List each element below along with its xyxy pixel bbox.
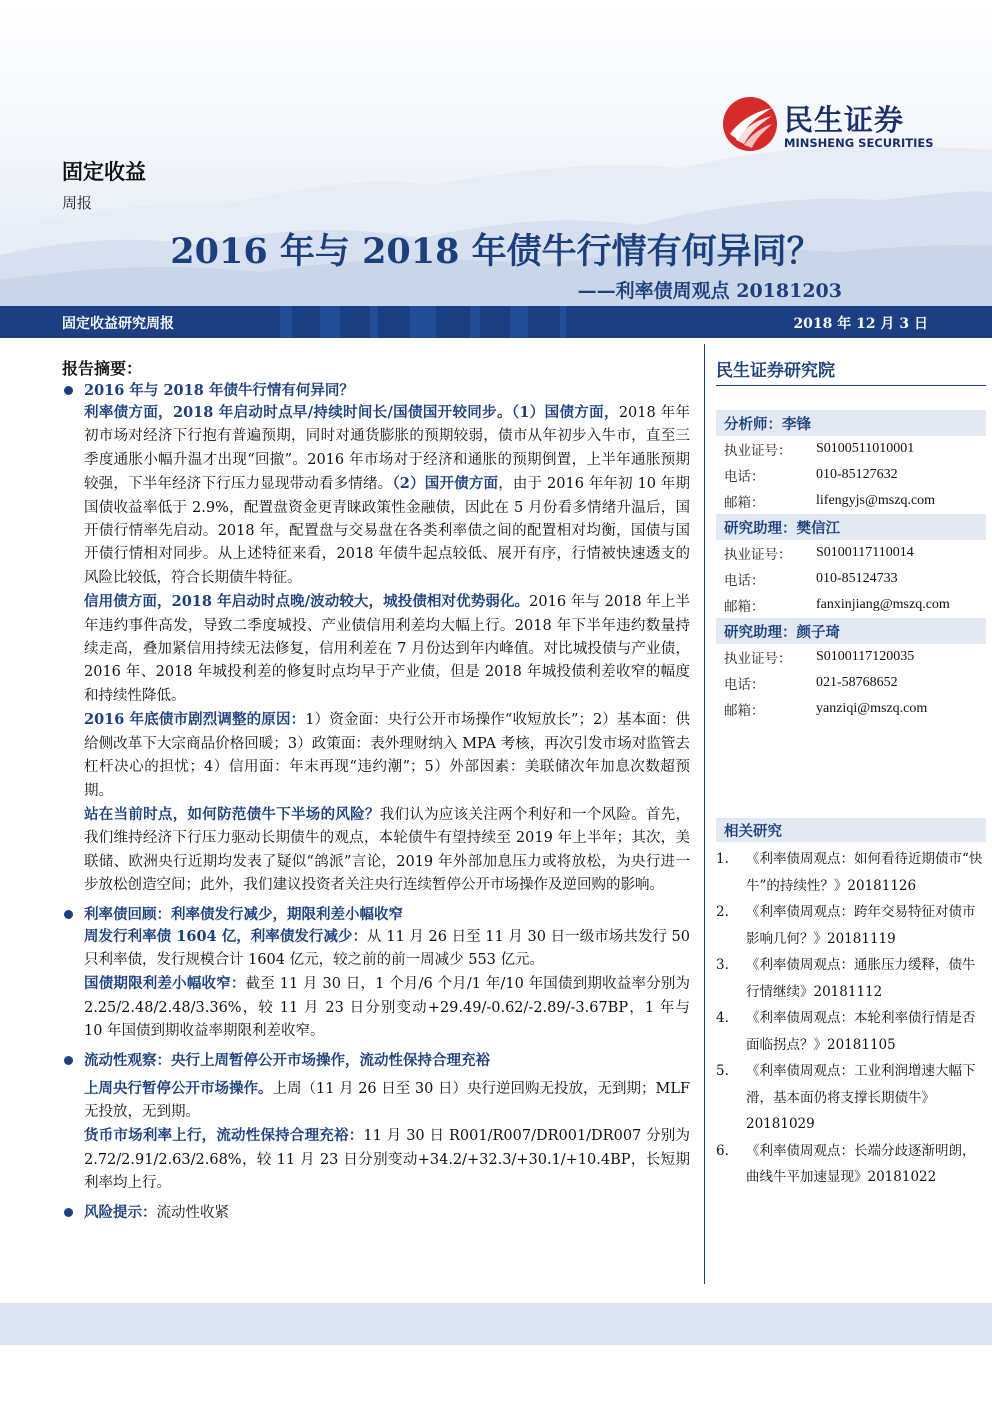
info-label: 执业证号： <box>724 443 792 459</box>
footer-band <box>0 1303 992 1345</box>
item-title: 《利率债周观点：工业利润增速大幅下滑，基本面仍将支撑长期债牛》20181029 <box>746 1063 976 1132</box>
paragraph-text: 11 月 30 日 R001/R007/DR001/DR007 分别为 2.72/2.91/2.63/2.68%，较 11 月 23 日分别变动+34.2/+32.3/+30.1/+10.4BP，长短期利率均上行。 <box>84 1128 691 1192</box>
related-item[interactable] <box>716 952 986 1005</box>
related-item[interactable] <box>716 899 986 952</box>
banner-stripes-decoration <box>220 306 620 338</box>
paragraph <box>62 590 690 708</box>
summary-heading: 报告摘要： <box>62 359 143 378</box>
logo-name-en: MINSHENG SECURITIES <box>784 136 934 150</box>
email-link[interactable]: lifengyjs@mszq.com <box>816 493 936 508</box>
related-item[interactable] <box>716 1138 986 1191</box>
logo-mark-icon <box>722 96 778 152</box>
info-label: 邮箱： <box>724 703 765 719</box>
section-title: 利率债回顾：利率债发行减少，期限利差小幅收窄 <box>84 905 403 923</box>
paragraph <box>62 401 690 590</box>
info-label: 执业证号： <box>724 547 792 563</box>
paragraph <box>62 803 690 898</box>
paragraph <box>62 1124 690 1195</box>
info-row <box>716 462 986 488</box>
info-row <box>716 488 986 514</box>
section-bullet <box>62 904 690 925</box>
item-title: 《利率债周观点：跨年交易特征对债市影响几何？》20181119 <box>746 904 976 947</box>
paragraph-text: 2018 年年初市场对经济下行抱有普遍预期，同时对通货膨胀的预期较弱，债市从年初步入牛市，直至三季度通胀小幅升温才出现“回撤”。2016 年市场对于经济和通胀的预期倒置，上半年通胀预期较强，下半年经济下行压力显现带动看多情绪。 <box>84 405 690 493</box>
info-value: 010-85124733 <box>816 571 898 586</box>
info-value: 010-85127632 <box>816 467 898 482</box>
paragraph-highlight: 货币市场利率上行，流动性保持合理充裕： <box>84 1127 364 1145</box>
info-label: 邮箱： <box>724 495 765 511</box>
info-row <box>716 566 986 592</box>
institute-name: 民生证券研究院 <box>716 361 835 381</box>
item-number: 2. <box>716 904 729 920</box>
related-item[interactable] <box>716 1005 986 1058</box>
bullet-dot-icon <box>64 386 73 395</box>
related-item[interactable] <box>716 846 986 899</box>
section-banner <box>0 306 992 338</box>
summary-body <box>62 380 690 1224</box>
bullet-dot-icon <box>64 910 73 919</box>
item-number: 1. <box>716 851 729 867</box>
paragraph-highlight: （2）国开债方面 <box>392 475 499 493</box>
paragraph <box>62 1077 690 1125</box>
paragraph-highlight: 国债期限利差小幅收窄： <box>84 975 246 993</box>
paragraph <box>62 925 690 973</box>
info-row <box>716 644 986 670</box>
item-title: 《利率债周观点：长端分歧逐渐明朗，曲线牛平加速显现》20181022 <box>746 1142 976 1185</box>
paragraph-text: 1）资金面：央行公开市场操作“收短放长”；2）基本面：供给侧改革下大宗商品价格回暖；3）政策面：表外理财纳入 MPA 考核，再次引发市场对监管去杠杆决心的担忧；4）信用面：年末再现“违约潮”；5）外部因素：美联储次年加息次数超预期。 <box>84 712 691 799</box>
info-label: 电话： <box>724 469 765 485</box>
info-row <box>716 670 986 696</box>
analyst-card <box>716 514 986 618</box>
related-research-heading: 相关研究 <box>716 818 986 842</box>
paragraph-text: 截至 11 月 30 日，1 个月/6 个月/1 年/10 年国债到期收益率分别为 2.25/2.48/2.48/3.36%，较 11 月 23 日分别变动+29.49/-0.62/-2.89/-3.67BP，1 年与 10 年国债到期收益率期限利差收窄。 <box>84 976 691 1040</box>
paragraph-highlight: 上周央行暂停公开市场操作。 <box>84 1079 273 1097</box>
analyst-name: 研究助理：樊信江 <box>716 514 986 540</box>
info-row <box>716 540 986 566</box>
info-row <box>716 696 986 722</box>
section-bullet <box>62 1050 690 1071</box>
paragraph-text: ，由于 2016 年年初 10 年期国债收益率低于 2.9%，配置盘资金更青睐政策性金融债，因此在 5 月份看多情绪升温后，国开债行情率先启动。2018 年，配置盘与交易盘在各类利率债之间的配置相对均衡，国债与国开债行情相对同步。从上述特征来看，2018 年债牛起点较低、展开有序，行情被快速透支的风险比较低，符合长期债牛特征。 <box>84 476 690 586</box>
item-title: 《利率债周观点：本轮利率债行情是否面临拐点？》20181105 <box>746 1010 976 1053</box>
email-link[interactable]: fanxinjiang@mszq.com <box>816 597 950 612</box>
sidebar-rule <box>716 385 986 386</box>
related-item[interactable] <box>716 1058 986 1138</box>
section-title: 风险提示： <box>84 1203 157 1221</box>
analyst-name: 研究助理：颜子琦 <box>716 618 986 644</box>
banner-date: 2018 年 12 月 3 日 <box>793 316 928 332</box>
info-value: S0100511010001 <box>816 441 915 456</box>
column-divider <box>704 344 705 1284</box>
paragraph-text: 我们认为应该关注两个利好和一个风险。首先，我们维持经济下行压力驱动长期债牛的观点，本轮债牛有望持续至 2019 年上半年；其次，美联储、欧洲央行近期均发表了疑似“鸽派”言论，2019 年外部加息压力或将放松，为央行进一步放松创造空间；此外，我们建议投资者关注央行连续暂停公开市场操作及逆回购的影响。 <box>84 806 690 894</box>
item-title: 《利率债周观点：如何看待近期债市“快牛”的持续性？》20181126 <box>746 851 983 894</box>
info-row <box>716 436 986 462</box>
logo-name: 民生证券 <box>784 103 905 137</box>
paragraph-text: 从 11 月 26 日至 11 月 30 日一级市场共发行 50 只利率债，发行规模合计 1604 亿元，较之前的前一周减少 553 亿元。 <box>84 928 690 968</box>
item-number: 6. <box>716 1142 729 1159</box>
paragraph-text: 上周（11 月 26 日至 30 日）央行逆回购无投放，无到期；MLF 无投放，无到期。 <box>84 1080 691 1120</box>
email-link[interactable]: yanziqi@mszq.com <box>816 701 928 716</box>
section-bullet-risk <box>62 1202 690 1224</box>
analyst-card <box>716 410 986 514</box>
section-bullet <box>62 380 690 401</box>
banner-report-kind: 固定收益研究周报 <box>62 316 174 332</box>
info-value: S0100117110014 <box>816 545 914 560</box>
paragraph <box>62 972 690 1043</box>
report-subtitle: ——利率债周观点 20181203 <box>577 280 842 302</box>
paragraph-highlight: 利率债方面，2018 年启动时点早/持续时间长/国债国开较同步。（1）国债方面， <box>84 404 619 421</box>
paragraph <box>62 708 690 803</box>
report-type: 周报 <box>62 194 93 212</box>
company-logo <box>722 96 962 156</box>
risk-text: 流动性收紧 <box>156 1204 229 1221</box>
bullet-dot-icon <box>64 1056 73 1065</box>
item-title: 《利率债周观点：通胀压力缓释，债牛行情继续》20181112 <box>746 957 976 1000</box>
item-number: 5. <box>716 1063 729 1079</box>
report-title: 2016 年与 2018 年债牛行情有何异同？ <box>170 231 822 272</box>
item-number: 4. <box>716 1010 729 1026</box>
item-number: 3. <box>716 957 729 973</box>
info-value: S0100117120035 <box>816 649 915 664</box>
section-title: 流动性观察：央行上周暂停公开市场操作，流动性保持合理充裕 <box>84 1051 490 1069</box>
analyst-name: 分析师：李锋 <box>716 410 986 436</box>
paragraph-highlight: 2016 年底债市剧烈调整的原因： <box>84 711 306 729</box>
info-label: 执业证号： <box>724 651 792 667</box>
info-value: 021-58768652 <box>816 675 898 690</box>
bullet-dot-icon <box>64 1208 73 1217</box>
section-title: 2016 年与 2018 年债牛行情有何异同？ <box>84 382 354 399</box>
info-label: 电话： <box>724 573 765 589</box>
info-label: 电话： <box>724 677 765 693</box>
analyst-card <box>716 618 986 722</box>
report-category: 固定收益 <box>62 159 146 184</box>
sidebar <box>716 356 986 722</box>
info-row <box>716 592 986 618</box>
paragraph-highlight: 周发行利率债 1604 亿，利率债发行减少： <box>84 927 368 945</box>
paragraph-highlight: 信用债方面，2018 年启动时点晚/波动较大，城投债相对优势弱化。 <box>84 593 530 611</box>
info-label: 邮箱： <box>724 599 765 615</box>
related-research-list <box>716 846 986 1191</box>
paragraph-text: 2016 年与 2018 年上半年违约事件高发，导致二季度城投、产业债信用利差均大幅上行。2018 年下半年违约数量持续走高，叠加紧信用持续无法修复，信用利差在 7 月份达到年内峰值。对比城投债与产业债，2016 年、2018 年城投利差的修复时点均早于产业债，但是 2018 年城投债利差收窄的幅度和持续性降低。 <box>84 594 690 704</box>
paragraph-highlight: 站在当前时点，如何防范债牛下半场的风险？ <box>84 805 380 823</box>
